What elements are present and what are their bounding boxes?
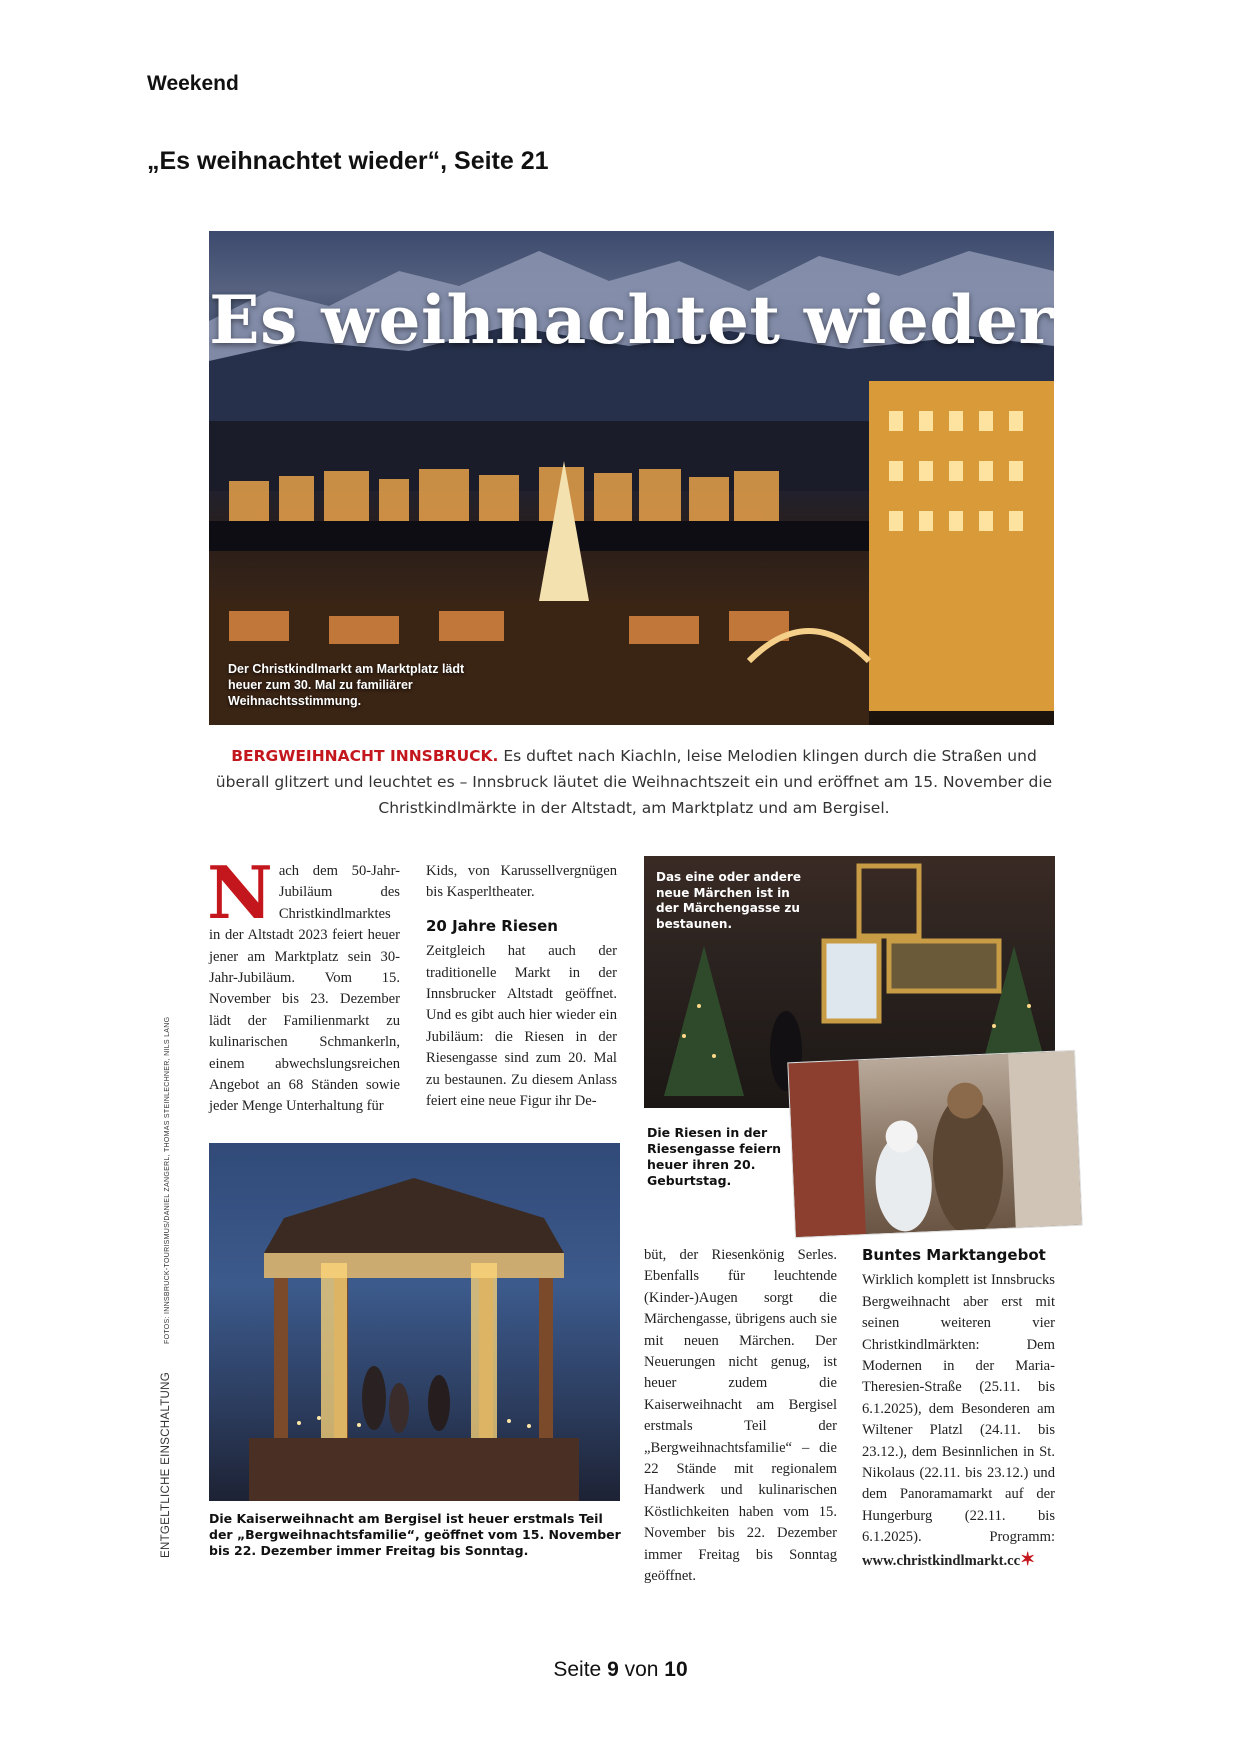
column-4-body: Wirklich komplett ist Innsbrucks Bergweihnacht aber erst mit seinen weiteren vier Christkindlmärkten: Dem Modernen in der Maria-Theresien-Straße (25.11. bis 6.1.2025), dem Besonderen am Wiltener Platzl (24.11. bis 23.12.), dem Besinnlichen in St. Nikolaus (22.11. bis 23.12.) und dem Panoramamarkt auf der Hungerburg (22.11. bis 6.1.2025). Programm:	[862, 1272, 1055, 1546]
vertical-credit	[160, 1017, 172, 1558]
column-4-text	[862, 1270, 1055, 1572]
article-column-3	[644, 1245, 837, 1588]
riesen-caption: Die Riesen in der Riesengasse feiern heuer ihren 20. Geburtstag.	[647, 1125, 782, 1188]
maerchengasse-caption: Das eine oder andere neue Märchen ist in der Märchengasse zu bestaunen.	[656, 870, 801, 931]
article-column-2	[426, 861, 617, 1112]
advertisement-label: ENTGELTLICHE EINSCHALTUNG	[160, 1372, 172, 1558]
document-title: „Es weihnachtet wieder“, Seite 21	[147, 147, 549, 175]
column-1-text: ach dem 50-Jahr-Jubiläum des Christkindlmarktes in der Altstadt 2023 feiert heuer jener am Marktplatz sein 30-Jahr-Jubiläum. Vom 15. November bis 23. Dezember lädt der Familienmarkt zu kulinarischen Schmankerln, einem abwechslungsreichen Angebot an 68 Ständen sowie jeder Menge Unterhaltung für	[209, 863, 400, 1115]
footer-prefix: Seite	[553, 1658, 608, 1681]
lead-text: Es duftet nach Kiachln, leise Melodien klingen durch die Straßen und überall glitzert und leuchtet es – Innsbruck läutet die Weihnachtszeit ein und eröffnet am 15. November die Christkindlmärkte in der Altstadt, am Marktplatz und am Bergisel.	[215, 747, 1053, 817]
subhead-buntes-marktangebot: Buntes Marktangebot	[862, 1246, 1046, 1264]
riesen-scene	[788, 1051, 1081, 1237]
hero-title: Es weihnachtet wieder	[209, 281, 1054, 359]
drop-cap: N	[207, 850, 273, 935]
website-link[interactable]: www.christkindlmarkt.cc	[862, 1552, 1021, 1569]
riesen-photo	[787, 1050, 1082, 1238]
column-2-body: Zeitgleich hat auch der traditionelle Markt in der Innsbrucker Altstadt geöffnet. Und es gibt auch hier wieder ein Jubiläum: die Riesen in der Riesengasse sind zum 20. Mal zu bestaunen. Zu diesem Anlass feiert eine neue Figur ihr De-	[426, 943, 617, 1110]
hero-caption: Der Christkindlmarkt am Marktplatz lädt heuer zum 30. Mal zu familiärer Weihnachtsstimmung.	[228, 662, 465, 708]
hero-photo	[209, 231, 1054, 725]
photo-credits: FOTOS: INNSBRUCK-TOURISMUS/DANIEL ZANGERL, THOMAS STEINLECHNER, NILS LANG	[164, 1016, 171, 1344]
lead-paragraph	[214, 743, 1054, 821]
article-column-1	[207, 850, 400, 1118]
kaiserweihnacht-photo	[209, 1143, 620, 1501]
column-2-intro: Kids, von Karussellvergnügen bis Kasperltheater.	[426, 863, 617, 901]
kaiserweihnacht-caption: Die Kaiserweihnacht am Bergisel ist heuer erstmals Teil der „Bergweihnachtsfamilie“, geöffnet vom 15. November bis 22. Dezember immer Freitag bis Sonntag.	[209, 1511, 621, 1558]
footer-page-number: 9	[607, 1658, 619, 1681]
footer-total-pages: 10	[664, 1658, 688, 1681]
column-3-text: büt, der Riesenkönig Serles. Ebenfalls für leuchtende (Kinder-)Augen sorgt die Märchengasse, übrigens auch sie mit neuen Märchen. Der Neuerungen nicht genug, ist heuer zudem die Kaiserweihnacht am Bergisel erstmals Teil der „Bergweihnachtsfamilie“ – die 22 Stände mit regionalem Handwerk und kulinarischen Köstlichkeiten haben vom 15. November bis 22. Dezember immer Freitag bis Sonntag geöffnet.	[644, 1247, 837, 1585]
article-column-4	[862, 1245, 1055, 1572]
lead-kicker: BERGWEIHNACHT INNSBRUCK.	[231, 747, 499, 765]
pavilion-scene	[209, 1143, 620, 1501]
subhead-20-jahre-riesen: 20 Jahre Riesen	[426, 916, 558, 935]
section-label: Weekend	[147, 72, 239, 95]
page-footer	[0, 1658, 1241, 1682]
end-mark-icon: ✶	[1020, 1548, 1036, 1569]
footer-middle: von	[618, 1658, 665, 1681]
